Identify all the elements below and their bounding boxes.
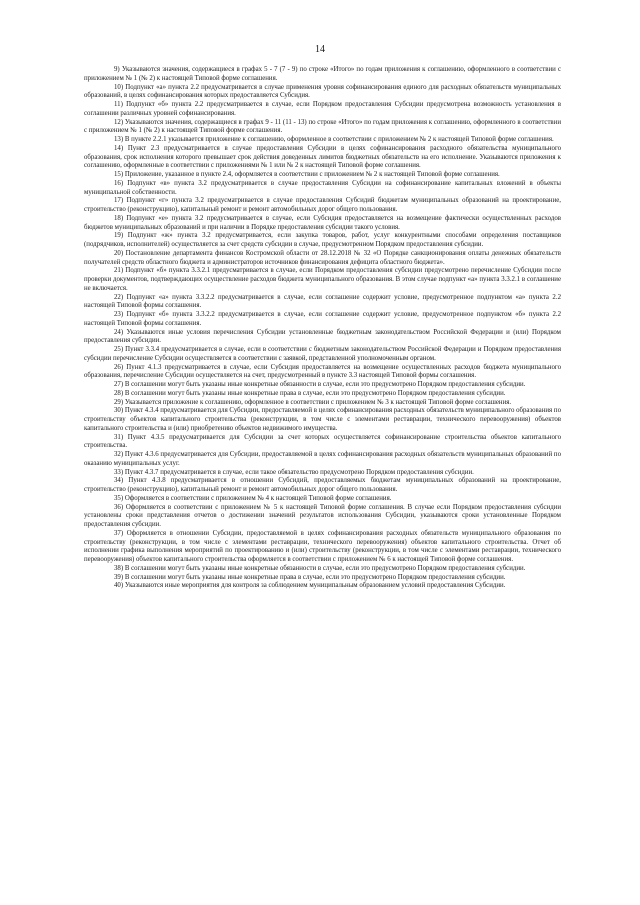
- footnote-paragraph: 25) Пункт 3.3.4 предусматривается в случае, если в соответствии с бюджетным законодательством Российской Федерации и Порядком предоставления субсидии перечисление Субсидии осуществляется в соответствии с заявкой, представленной уполномоченным органом.: [84, 346, 561, 362]
- footnote-paragraph: 13) В пункте 2.2.1 указывается приложение к соглашению, оформленное в соответствии с приложением № 2 к настоящей Типовой форме соглашения.: [114, 136, 554, 143]
- footnote-paragraph: 28) В соглашении могут быть указаны иные конкретные права в случае, если это предусмотрено Порядком предоставления субсидии.: [114, 389, 506, 397]
- page-number: 14: [315, 44, 325, 55]
- footnote-paragraph: 39) В соглашении могут быть указаны иные конкретные права в случае, если это предусмотрено Порядком предоставления субсидии.: [114, 573, 506, 581]
- footnote-paragraph: 36) Оформляется в соответствии с приложением № 5 к настоящей Типовой форме соглашения. В случае если Порядком предоставления субсидии установлены сроки представления отчетов о достижении значений результатов использования Субсидии, указываются сроки установленные Порядком предоставления субсидии.: [84, 503, 561, 528]
- footnote-paragraph: 9) Указываются значения, содержащиеся в графах 5 - 7 (7 - 9) по строке «Итого» по годам приложения к соглашению, оформленного в соответствии с приложением № 1 (№ 2) к настоящей Типовой форме соглашения.: [84, 66, 561, 82]
- footnote-paragraph: 37) Оформляется в отношении Субсидии, предоставляемой в целях софинансирования расходных обязательств муниципального образования по строительству (реконструкции, в том числе с элементами реставрации, технического перевооружения) объектов капитального строительства. Отчет об исполнении графика выполнения мероприятий по проектированию и (или) строительству (реконструкции, в том числе с элементами реставрации, технического перевооружения) объектов капитального строительства оформляется в соответствии с приложением № 6 к настоящей Типовой форме соглашения.: [84, 529, 561, 563]
- footnote-paragraph: 29) Указывается приложение к соглашению, оформленное в соответствии с приложением № 3 к настоящей Типовой форме соглашения.: [114, 398, 512, 406]
- footnote-paragraph: 26) Пункт 4.1.3 предусматривается в случае, если Субсидия предоставляется на возмещение осуществленных расходов бюджета муниципального образования, перечисление Субсидии осуществляется на счет, предусмотренный в пункте 3.3 настоящей Типовой формы соглашения.: [84, 363, 561, 380]
- footnote-paragraph: 35) Оформляется в соответствии с приложением № 4 к настоящей Типовой форме соглашения.: [114, 494, 392, 502]
- footnote-paragraph: 18) Подпункт «е» пункта 3.2 предусматривается в случае, если Субсидия предоставляется на возмещение фактически осуществленных расходов бюджетов муниципальных образований и при наличии в Порядке предоставления субсидии такого условия.: [84, 214, 561, 231]
- footnote-paragraph: 23) Подпункт «б» пункта 3.3.2.2 предусматривается в случае, если соглашение содержит условие, предусмотренное подпунктом «б» пункта 2.2 настоящей Типовой формы соглашения.: [84, 311, 561, 327]
- footnote-paragraph: 24) Указываются иные условия перечисления Субсидии установленные бюджетным законодательством Российской Федерации и (или) Порядком предоставления субсидии.: [84, 328, 561, 345]
- footnote-paragraph: 19) Подпункт «ж» пункта 3.2 предусматривается, если закупка товаров, работ, услуг конкурентными способами определения поставщиков (подрядчиков, исполнителей) осуществляется за счет средств субсидии в случае, предусмотренном Порядком предоставления субсидии.: [84, 232, 561, 248]
- footnotes-body: [84, 66, 561, 591]
- footnote-paragraph: 14) Пункт 2.3 предусматривается в случае предоставления Субсидии в целях софинансирования расходного обязательства муниципального образования, срок исполнения которого превышает срок действия доведенных лимитов бюджетных обязательств на его исполнение. Указываются приложения к соглашению, оформленные в соответствии с приложениями № 1 или № 2 к настоящей Типовой форме соглашения.: [84, 144, 561, 170]
- footnote-paragraph: 10) Подпункт «а» пункта 2.2 предусматривается в случае применения уровня софинансирования единого для расходных обязательств муниципальных образований, в целях софинансирования которых предоставляется Субсидия.: [84, 83, 561, 100]
- footnote-paragraph: 32) Пункт 4.3.6 предусматривается для Субсидии, предоставляемой в целях софинансирования расходных обязательств муниципальных образований по оказанию муниципальных услуг.: [84, 451, 561, 467]
- footnote-paragraph: 31) Пункт 4.3.5 предусматривается для Субсидии за счет которых осуществляется софинансирование строительства объектов капитального строительства.: [84, 433, 561, 450]
- footnote-paragraph: 15) Приложение, указанное в пункте 2.4, оформляется в соответствии с приложением № 2 к настоящей Типовой форме соглашения.: [114, 171, 500, 178]
- footnote-paragraph: 34) Пункт 4.3.8 предусматривается в отношении Субсидий, предоставляемых бюджетам муниципальных образований на проектирование, строительство (реконструкцию), капитальный ремонт и ремонт автомобильных дорог общего пользования.: [84, 477, 561, 493]
- footnote-paragraph: 20) Постановление департамента финансов Костромской области от 28.12.2018 № 32 «О Порядке санкционирования оплаты денежных обязательств получателей средств областного бюджета и администраторов источников финансирования дефицита областного бюджета».: [84, 249, 561, 266]
- footnote-paragraph: 38) В соглашении могут быть указаны иные конкретные обязанности в случае, если это предусмотрено Порядком предоставления субсидии.: [114, 564, 526, 572]
- footnote-paragraph: 22) Подпункт «а» пункта 3.3.2.2 предусматривается в случае, если соглашение содержит условие, предусмотренное подпунктом «а» пункта 2.2 настоящей Типовой формы соглашения.: [84, 293, 561, 310]
- footnote-paragraph: 21) Подпункт «б» пункта 3.3.2.1 предусматривается в случае, если Порядком предоставления субсидии предусмотрено перечисление Субсидии после проверки документов, подтверждающих осуществление расходов бюджета муниципального образования. В этом случае подпункт «а» пункта 3.3.2.1 в соглашение не включается.: [84, 267, 561, 292]
- footnote-paragraph: 27) В соглашении могут быть указаны иные конкретные обязанности в случае, если это предусмотрено Порядком предоставления субсидии.: [114, 381, 526, 388]
- footnote-paragraph: 33) Пункт 4.3.7 предусматривается в случае, если такое обязательство предусмотрено Порядком предоставления субсидии.: [114, 468, 474, 476]
- footnote-paragraph: 17) Подпункт «г» пункта 3.2 предусматривается в случае предоставления Субсидий бюджетам муниципальных образований на проектирование, строительство (реконструкцию), капитальный ремонт и ремонт автомобильных дорог общего пользования.: [84, 197, 561, 213]
- footnote-paragraph: 30) Пункт 4.3.4 предусматривается для Субсидии, предоставляемой в целях софинансирования расходных обязательств муниципального образования по строительству объектов капитального строительства (реконструкции, в том числе с элементами реставрации, технического перевооружения) объектов капитального строительства и (или) приобретению объектов недвижимого имущества.: [84, 407, 561, 432]
- footnote-paragraph: 16) Подпункт «в» пункта 3.2 предусматривается в случае предоставления Субсидии на софинансирование капитальных вложений в объекты муниципальной собственности.: [84, 179, 561, 196]
- footnote-paragraph: 12) Указываются значения, содержащиеся в графах 9 - 11 (11 - 13) по строке «Итого» по годам приложения к соглашению, оформленного в соответствии с приложением № 1 (№ 2) к настоящей Типовой форме соглашения.: [84, 118, 561, 135]
- footnote-paragraph: 11) Подпункт «б» пункта 2.2 предусматривается в случае, если Порядком предоставления Субсидии предусмотрена возможность установления в соглашении различных уровней софинансирования.: [84, 101, 561, 117]
- footnote-paragraph: 40) Указываются иные мероприятия для контроля за соблюдением муниципальным образованием условий предоставления Субсидии.: [114, 582, 506, 590]
